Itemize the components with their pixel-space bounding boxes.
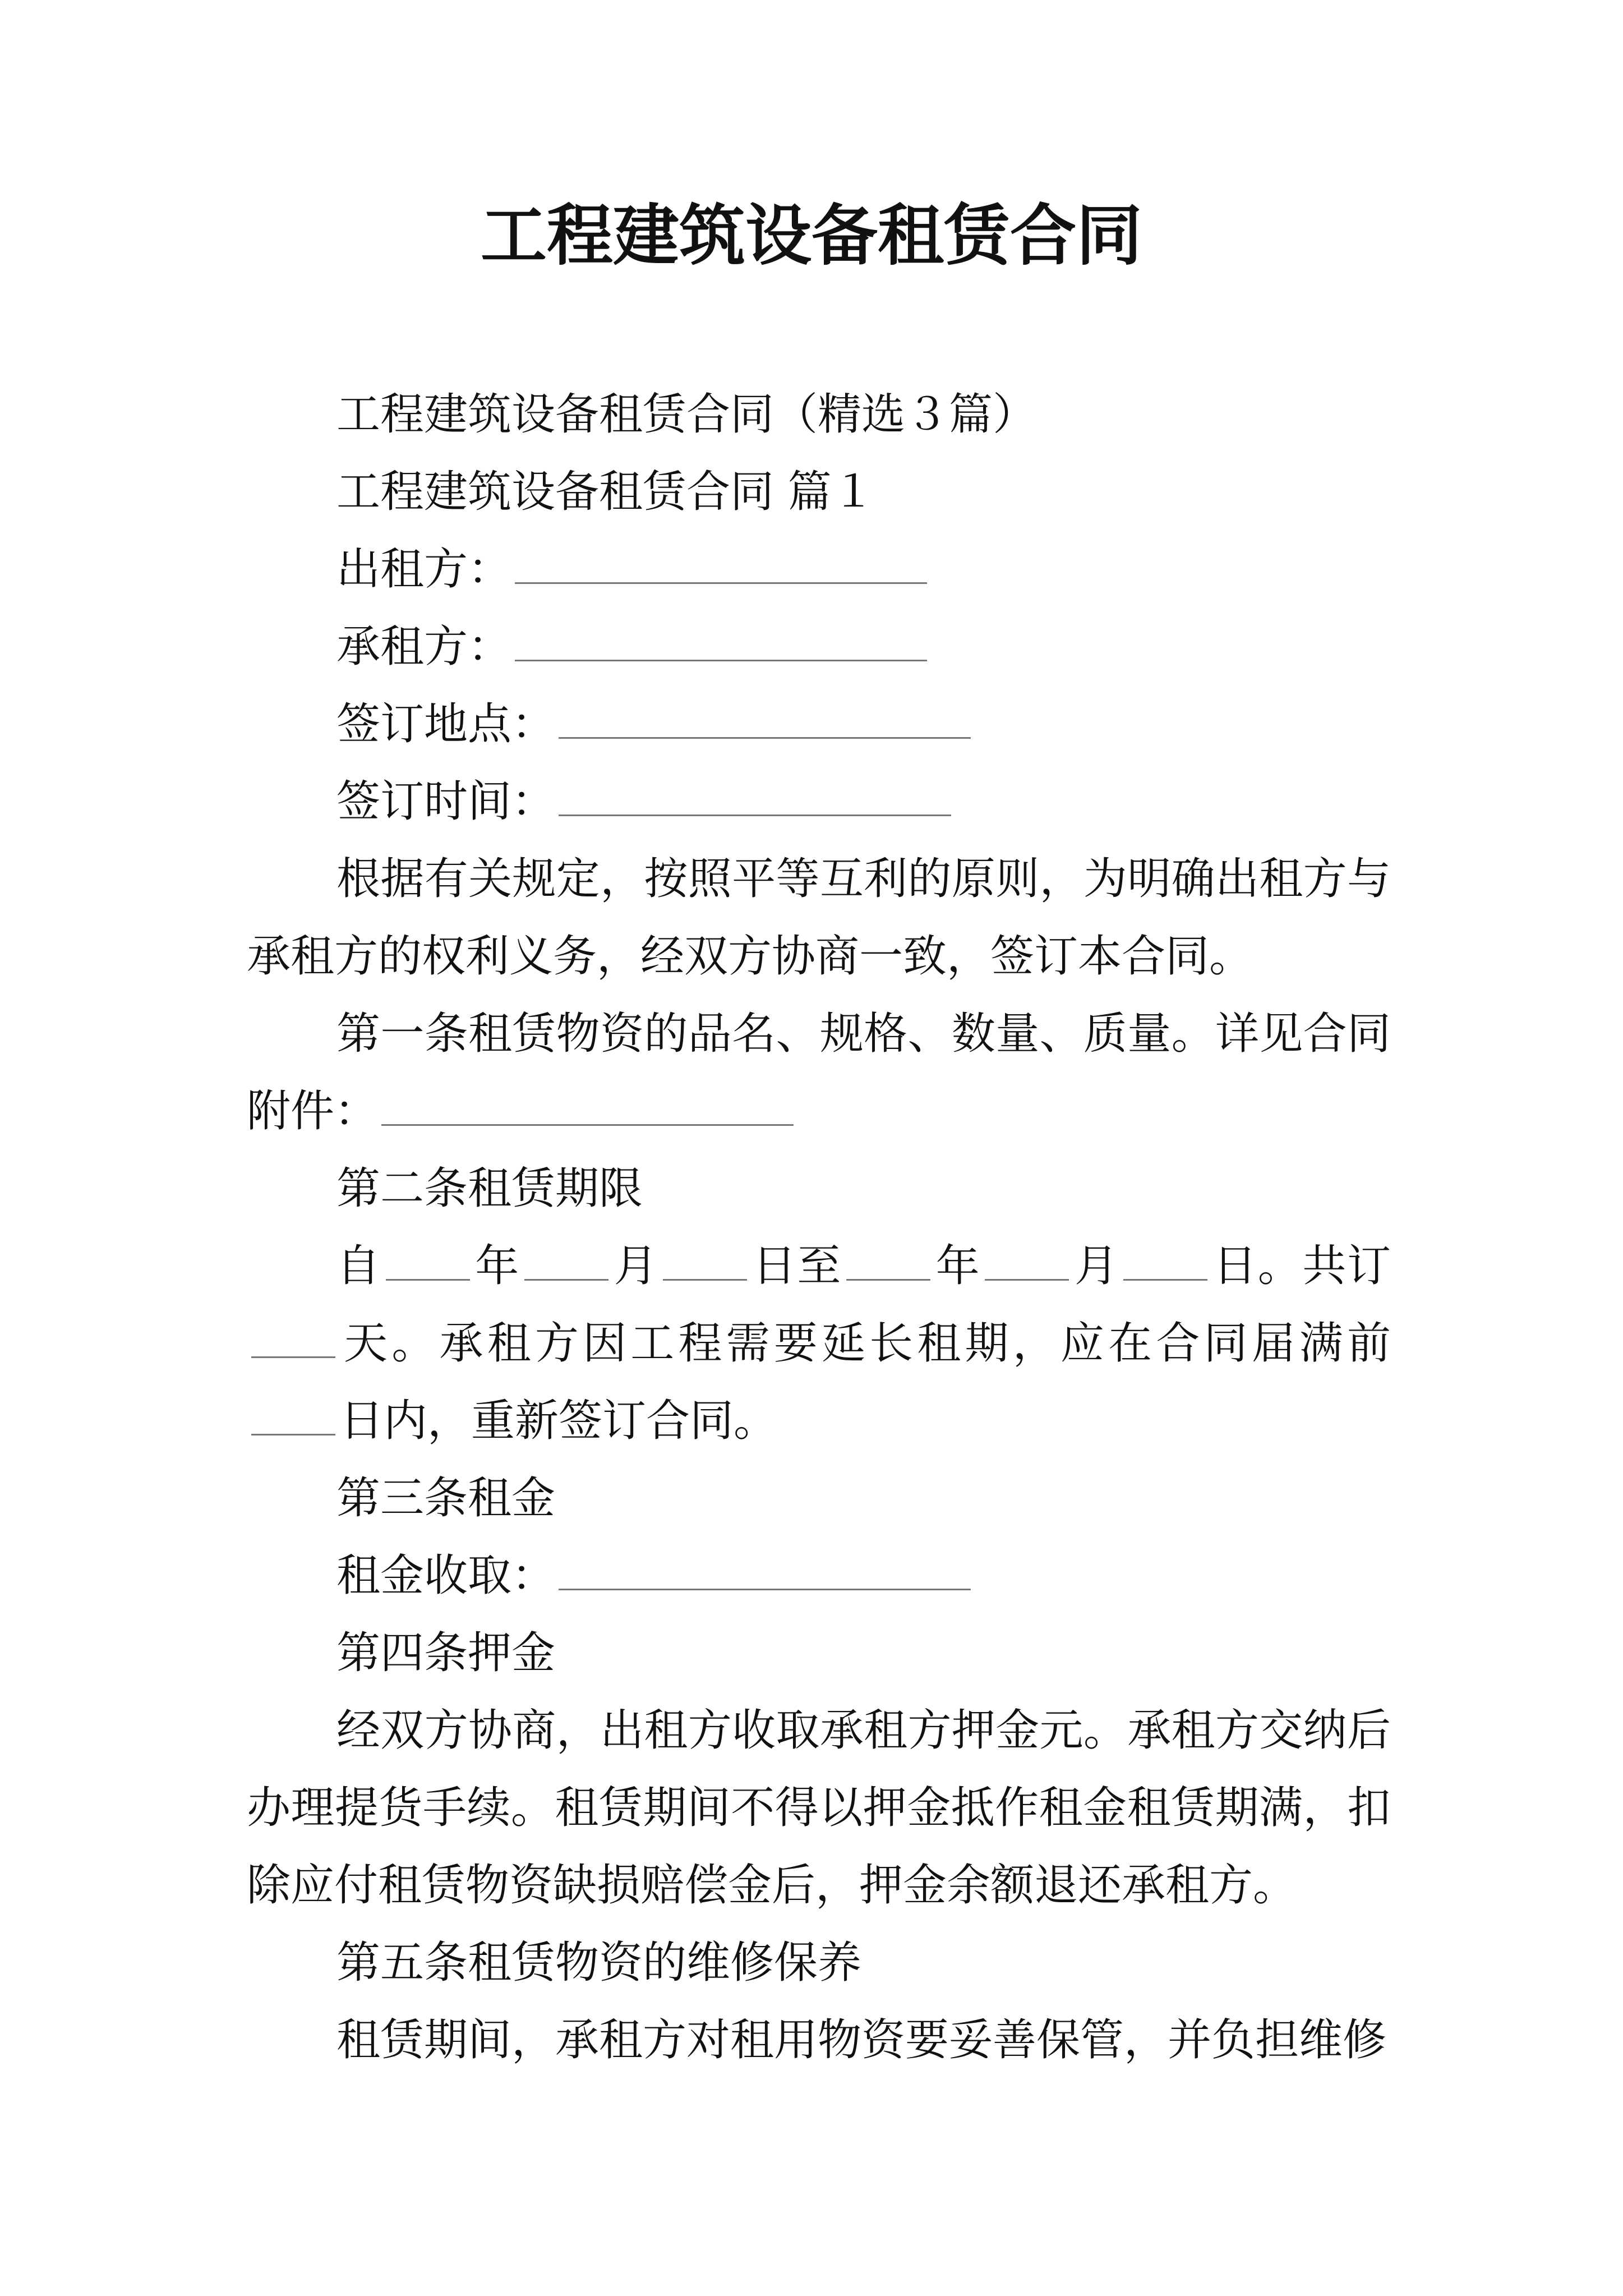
rent-line bbox=[247, 1537, 1391, 1614]
lessor-label: 出租方： bbox=[336, 544, 512, 595]
month-text-1: 月 bbox=[612, 1241, 659, 1291]
year-text-1: 年 bbox=[474, 1241, 520, 1291]
lessee-label: 承租方： bbox=[336, 622, 512, 672]
place-blank bbox=[559, 705, 971, 739]
document-title: 工程建筑设备租赁合同 bbox=[480, 196, 1142, 274]
attachment-blank bbox=[381, 1092, 794, 1126]
document-subtitle: 工程建筑设备租赁合同（精选３篇） bbox=[336, 389, 1037, 440]
lessor-blank bbox=[515, 550, 927, 584]
end-day-blank bbox=[1123, 1246, 1207, 1281]
renew-days-blank bbox=[251, 1401, 335, 1435]
lessor-line bbox=[247, 531, 1391, 608]
section-heading: 工程建筑设备租赁合同 篇１ bbox=[336, 467, 875, 517]
end-month-blank bbox=[985, 1246, 1069, 1281]
place-line bbox=[247, 685, 1391, 763]
article4-paragraph: 经双方协商，出租方收取承租方押金元。承租方交纳后办理提货手续。租赁期间不得以押金抵作租金租赁期满，扣除应付租赁物资缺损赔偿金后，押金余额退还承租方。 bbox=[247, 1705, 1391, 1911]
time-blank bbox=[559, 782, 951, 816]
article5-paragraph: 租赁期间，承租方对租用物资要妥善保管，并负担维修 bbox=[336, 2015, 1387, 2065]
article1-text: 第一条租赁物资的品名、规格、数量、质量。详见合同附件： bbox=[247, 1009, 1391, 1137]
extension-text: 天。承租方因工程需要延长租期，应在合同届满前 bbox=[340, 1318, 1391, 1369]
start-year-blank bbox=[386, 1246, 470, 1281]
article5-heading: 第五条租赁物资的维修保养 bbox=[336, 1938, 862, 1988]
intro-paragraph: 根据有关规定，按照平等互利的原则，为明确出租方与承租方的权利义务，经双方协商一致，签订本合同。 bbox=[247, 854, 1391, 982]
start-month-blank bbox=[524, 1246, 608, 1281]
rent-blank bbox=[559, 1556, 971, 1590]
article2-heading: 第二条租赁期限 bbox=[336, 1163, 643, 1214]
lessee-blank bbox=[515, 627, 927, 661]
rent-label: 租金收取： bbox=[336, 1550, 556, 1601]
lessee-line bbox=[247, 608, 1391, 685]
place-label: 签订地点： bbox=[336, 699, 556, 749]
article1-paragraph bbox=[247, 995, 1391, 1150]
article3-heading: 第三条租金 bbox=[336, 1473, 556, 1524]
end-year-blank bbox=[846, 1246, 930, 1281]
from-text: 自 bbox=[336, 1241, 381, 1291]
total-days-blank bbox=[251, 1324, 335, 1358]
month-text-2: 月 bbox=[1073, 1241, 1119, 1291]
document-body bbox=[247, 376, 1391, 2079]
renew-text: 日内，重新签订合同。 bbox=[340, 1396, 778, 1446]
day-total-text: 日。共订 bbox=[1212, 1241, 1391, 1291]
day-to-text: 日至 bbox=[751, 1241, 842, 1291]
article4-heading: 第四条押金 bbox=[336, 1628, 556, 1678]
start-day-blank bbox=[663, 1246, 747, 1281]
year-text-2: 年 bbox=[934, 1241, 981, 1291]
time-line bbox=[247, 763, 1391, 840]
article2-paragraph bbox=[247, 1227, 1391, 1460]
time-label: 签订时间： bbox=[336, 776, 556, 827]
